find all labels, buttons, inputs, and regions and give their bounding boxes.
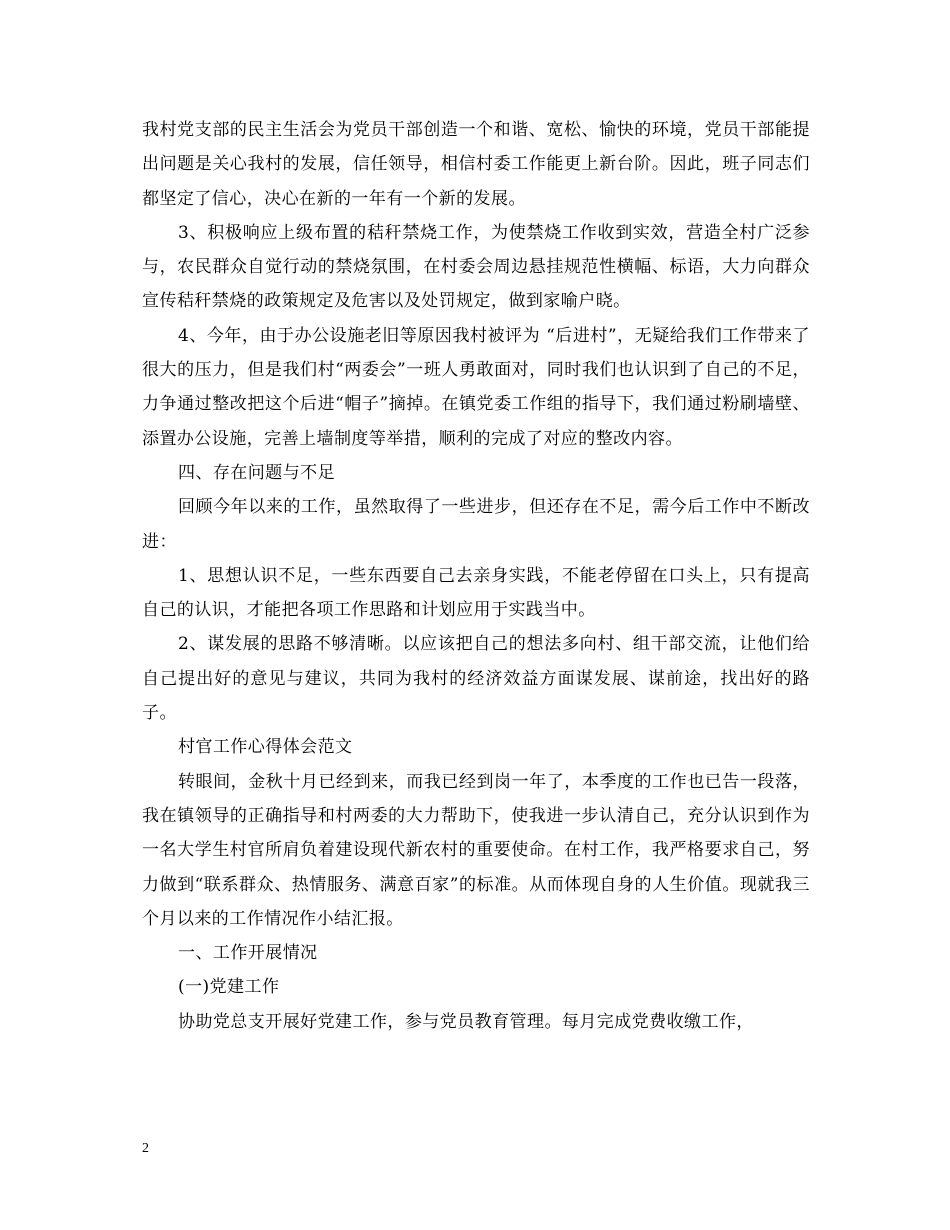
- document-body: [142, 113, 810, 1039]
- page-number: 2: [142, 1141, 149, 1156]
- paragraph: 1、思想认识不足，一些东西要自己去亲身实践，不能老停留在口头上，只有提高自己的认识，才能把各项工作思路和计划应用于实践当中。: [142, 565, 810, 621]
- article-title: 村官工作心得体会范文: [178, 737, 353, 758]
- subsection-heading: (一)党建工作: [178, 977, 280, 998]
- paragraph: 回顾今年以来的工作，虽然取得了一些进步，但还存在不足，需今后工作中不断改进：: [142, 497, 810, 552]
- section-heading: 四、存在问题与不足: [178, 462, 336, 483]
- paragraph: 协助党总支开展好党建工作，参与党员教育管理。每月完成党费收缴工作，: [178, 1011, 754, 1032]
- paragraph: 4、今年，由于办公设施老旧等原因我村被评为 “后进村”，无疑给我们工作带来了很大的压力，但是我们村“两委会”一班人勇敢面对，同时我们也认识到了自己的不足，力争通过整改把这个后进“帽子”摘掉。在镇党委工作组的指导下，我们通过粉刷墙壁、添置办公设施，完善上墙制度等举措，顺利的完成了对应的整改内容。: [142, 325, 810, 449]
- paragraph: 转眼间，金秋十月已经到来，而我已经到岗一年了，本季度的工作也已告一段落，我在镇领导的正确指导和村两委的大力帮助下，使我进一步认清自己，充分认识到作为一名大学生村官所肩负着建设现代新农村的重要使命。在村工作，我严格要求自己，努力做到“联系群众、热情服务、满意百家”的标准。从而体现自身的人生价值。现就我三个月以来的工作情况作小结汇报。: [142, 771, 810, 929]
- paragraph: 我村党支部的民主生活会为党员干部创造一个和谐、宽松、愉快的环境，党员干部能提出问题是关心我村的发展，信任领导，相信村委工作能更上新台阶。因此，班子同志们都坚定了信心，决心在新的一年有一个新的发展。: [142, 120, 810, 209]
- paragraph: 2、谋发展的思路不够清晰。以应该把自己的想法多向村、组干部交流，让他们给自己提出好的意见与建议，共同为我村的经济效益方面谋发展、谋前途，找出好的路子。: [142, 634, 810, 724]
- section-heading: 一、工作开展情况: [178, 943, 318, 964]
- paragraph: 3、积极响应上级布置的秸秆禁烧工作，为使禁烧工作收到实效，营造全村广泛参与，农民群众自觉行动的禁烧氛围，在村委会周边悬挂规范性横幅、标语，大力向群众宣传秸秆禁烧的政策规定及危害以及处罚规定，做到家喻户晓。: [142, 222, 810, 312]
